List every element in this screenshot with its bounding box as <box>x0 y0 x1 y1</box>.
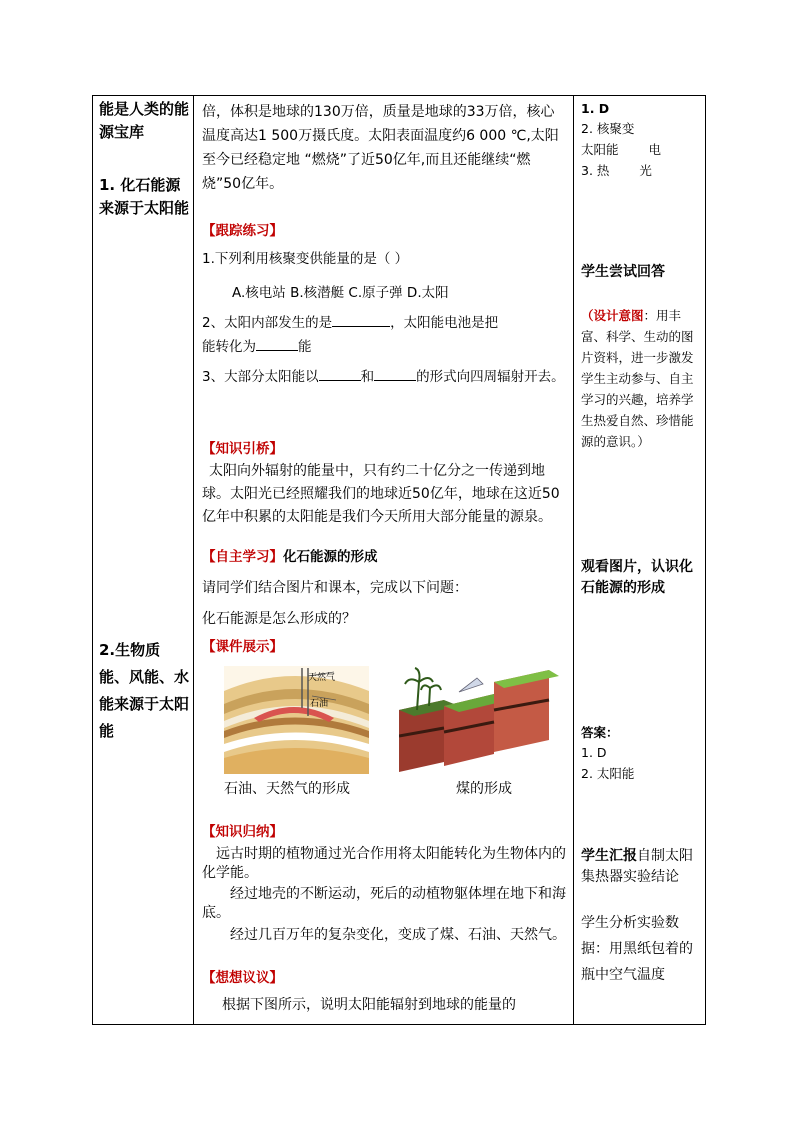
q2-blank-2[interactable] <box>256 336 298 351</box>
q2-part-c: 能转化为 <box>202 339 256 355</box>
content-column <box>194 96 574 1025</box>
design-intent-label: （设计意图 <box>581 308 644 323</box>
answer-3-heat: 3. 热 <box>581 163 610 178</box>
self-study-row <box>202 546 568 569</box>
courseware-tag: 【课件展示】 <box>202 639 283 655</box>
section2-heading: 2.生物质能、风能、水能来源于太阳能 <box>99 641 190 740</box>
answer-label: 答案： <box>581 725 619 740</box>
bridge-text: 太阳向外辐射的能量中，只有约二十亿分之一传递到地球。太阳光已经照耀我们的地球近50亿年，地球在这近50亿年中积累的太阳能是我们今天所用大部分能量的源泉。 <box>202 463 560 525</box>
answer-line-1: 1. D <box>581 101 610 116</box>
gas-label: 天然气 <box>308 673 336 683</box>
report-text <box>581 846 703 888</box>
answer-2b-electric: 电 <box>648 142 662 157</box>
question-3 <box>202 365 568 389</box>
answer-line-2b <box>581 139 703 160</box>
self-study-text-1: 请同学们结合图片和课本，完成以下问题： <box>202 580 468 596</box>
think-text: 根据下图所示，说明太阳能辐射到地球的能量的 <box>222 997 516 1013</box>
design-intent <box>581 305 703 452</box>
answer-1: 1. D <box>581 745 607 760</box>
self-study-title: 化石能源的形成 <box>283 549 378 565</box>
q3-part-b: 和 <box>360 369 375 385</box>
answer-3-light: 光 <box>639 163 652 178</box>
q2-blank-1[interactable] <box>332 312 390 327</box>
think-tag: 【想想议议】 <box>202 970 283 986</box>
summary-2: 经过地壳的不断运动，死后的动植物躯体埋在地下和海底。 <box>202 886 566 921</box>
notes-column <box>574 96 706 1025</box>
lesson-table <box>92 95 706 1025</box>
q3-part-a: 3、大部分太阳能以 <box>202 369 319 385</box>
question-1-options: A.核电站 B.核潜艇 C.原子弹 D.太阳 <box>232 285 449 301</box>
q3-blank-2[interactable] <box>374 366 416 381</box>
sun-facts-paragraph: 倍，体积是地球的130万倍，质量是地球的33万倍，核心温度高达1 500万摄氏度。太阳表面温度约6 000 ℃,太阳至今已经稳定地 “燃烧”了近50亿年,而且还能继续“燃烧”50亿年。 <box>202 104 559 192</box>
oil-label: 石油 <box>310 699 329 709</box>
question-2 <box>202 311 568 359</box>
q2-part-d: 能 <box>298 339 312 355</box>
q2-part-a: 2、太阳内部发生的是 <box>202 315 333 331</box>
report-rest: 自制太阳集热器实验结论 <box>581 848 693 885</box>
coal-caption: 煤的形成 <box>456 781 512 797</box>
answer-line-2: 2. 核聚变 <box>581 121 635 136</box>
summary-3: 经过几百万年的复杂变化，变成了煤、石油、天然气。 <box>230 927 566 943</box>
section1-heading: 1. 化石能源来源于太阳能 <box>99 176 190 217</box>
oil-gas-caption: 石油、天然气的形成 <box>224 781 350 797</box>
question-1: 1.下列利用核聚变供能量的是（ ） <box>202 251 409 267</box>
q3-blank-1[interactable] <box>319 366 361 381</box>
topic-column <box>93 96 194 1025</box>
answer-line-3 <box>581 160 703 181</box>
self-study-tag: 【自主学习】 <box>202 549 283 565</box>
coal-formation-figure <box>399 662 559 776</box>
answer-2: 2. 太阳能 <box>581 766 635 781</box>
summary-tag: 【知识归纳】 <box>202 824 283 840</box>
intro-heading: 能是人类的能源宝库 <box>99 100 190 141</box>
observe-text: 观看图片，认识化石能源的形成 <box>581 559 693 596</box>
bridge-tag: 【知识引桥】 <box>202 441 283 457</box>
analysis-text: 学生分析实验数据：用黑纸包着的瓶中空气温度 <box>581 915 693 983</box>
student-try-text: 学生尝试回答 <box>581 264 665 280</box>
answer-2b-solar: 太阳能 <box>581 142 619 157</box>
summary-1: 远古时期的植物通过光合作用将太阳能转化为生物体内的化学能。 <box>202 846 566 881</box>
oil-gas-formation-figure <box>224 666 369 774</box>
report-bold: 学生汇报 <box>581 848 637 864</box>
self-study-text-2: 化石能源是怎么形成的？ <box>202 611 356 627</box>
design-intent-colon: ： <box>643 308 657 323</box>
q2-part-b: ，太阳能电池是把 <box>390 315 499 331</box>
design-intent-text: 用丰富、科学、生动的图片资料，进一步激发学生主动参与、自主学习的兴趣，培养学生热爱自然、珍惜能源的意识。） <box>581 308 694 449</box>
practice-tag: 【跟踪练习】 <box>202 223 283 239</box>
q3-part-c: 的形式向四周辐射开去。 <box>416 369 565 385</box>
